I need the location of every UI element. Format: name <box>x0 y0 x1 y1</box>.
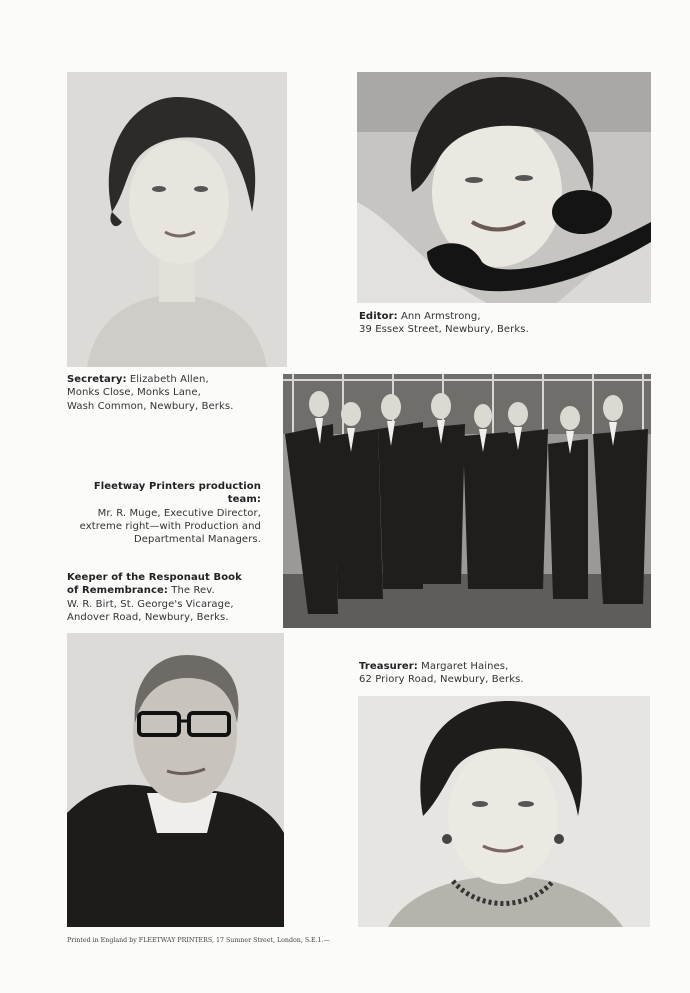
keeper-address-1: W. R. Birt, St. George's Vicarage, <box>67 598 234 610</box>
production-team-role: Fleetway Printers production team: <box>93 481 261 506</box>
secretary-photo <box>67 72 287 367</box>
treasurer-role: Treasurer: <box>359 661 418 672</box>
editor-address: 39 Essex Street, Newbury, Berks. <box>359 324 529 336</box>
treasurer-address: 62 Priory Road, Newbury, Berks. <box>359 674 524 686</box>
production-team-line-2: extreme right—with Production and <box>79 520 261 532</box>
production-team-line-3: Departmental Managers. <box>133 534 261 546</box>
secretary-name: Elizabeth Allen, <box>126 374 209 385</box>
printer-footer: Printed in England by FLEETWAY PRINTERS, 17 Sumner Street, London, S.E.1.— <box>67 937 330 944</box>
keeper-role-line-2: of Remembrance: <box>67 585 168 597</box>
editor-role: Editor: <box>359 311 398 322</box>
secretary-address-2: Wash Common, Newbury, Berks. <box>67 400 234 412</box>
keeper-photo <box>67 633 284 927</box>
editor-name: Ann Armstrong, <box>397 311 481 322</box>
secretary-address-1: Monks Close, Monks Lane, <box>67 387 201 399</box>
production-team-line-1: Mr. R. Muge, Executive Director, <box>97 507 261 519</box>
keeper-name: The Rev. <box>167 585 215 597</box>
production-team-caption <box>67 480 261 546</box>
production-team-photo <box>283 374 651 628</box>
keeper-role-line-1: Keeper of the Responaut Book <box>67 572 242 583</box>
editor-caption <box>359 310 529 337</box>
treasurer-name: Margaret Haines, <box>417 661 509 672</box>
treasurer-photo <box>358 696 650 927</box>
secretary-role: Secretary: <box>67 374 127 385</box>
editor-photo <box>357 72 651 303</box>
treasurer-caption <box>359 660 524 687</box>
keeper-caption <box>67 571 242 624</box>
keeper-address-2: Andover Road, Newbury, Berks. <box>67 611 229 623</box>
secretary-caption <box>67 373 234 413</box>
